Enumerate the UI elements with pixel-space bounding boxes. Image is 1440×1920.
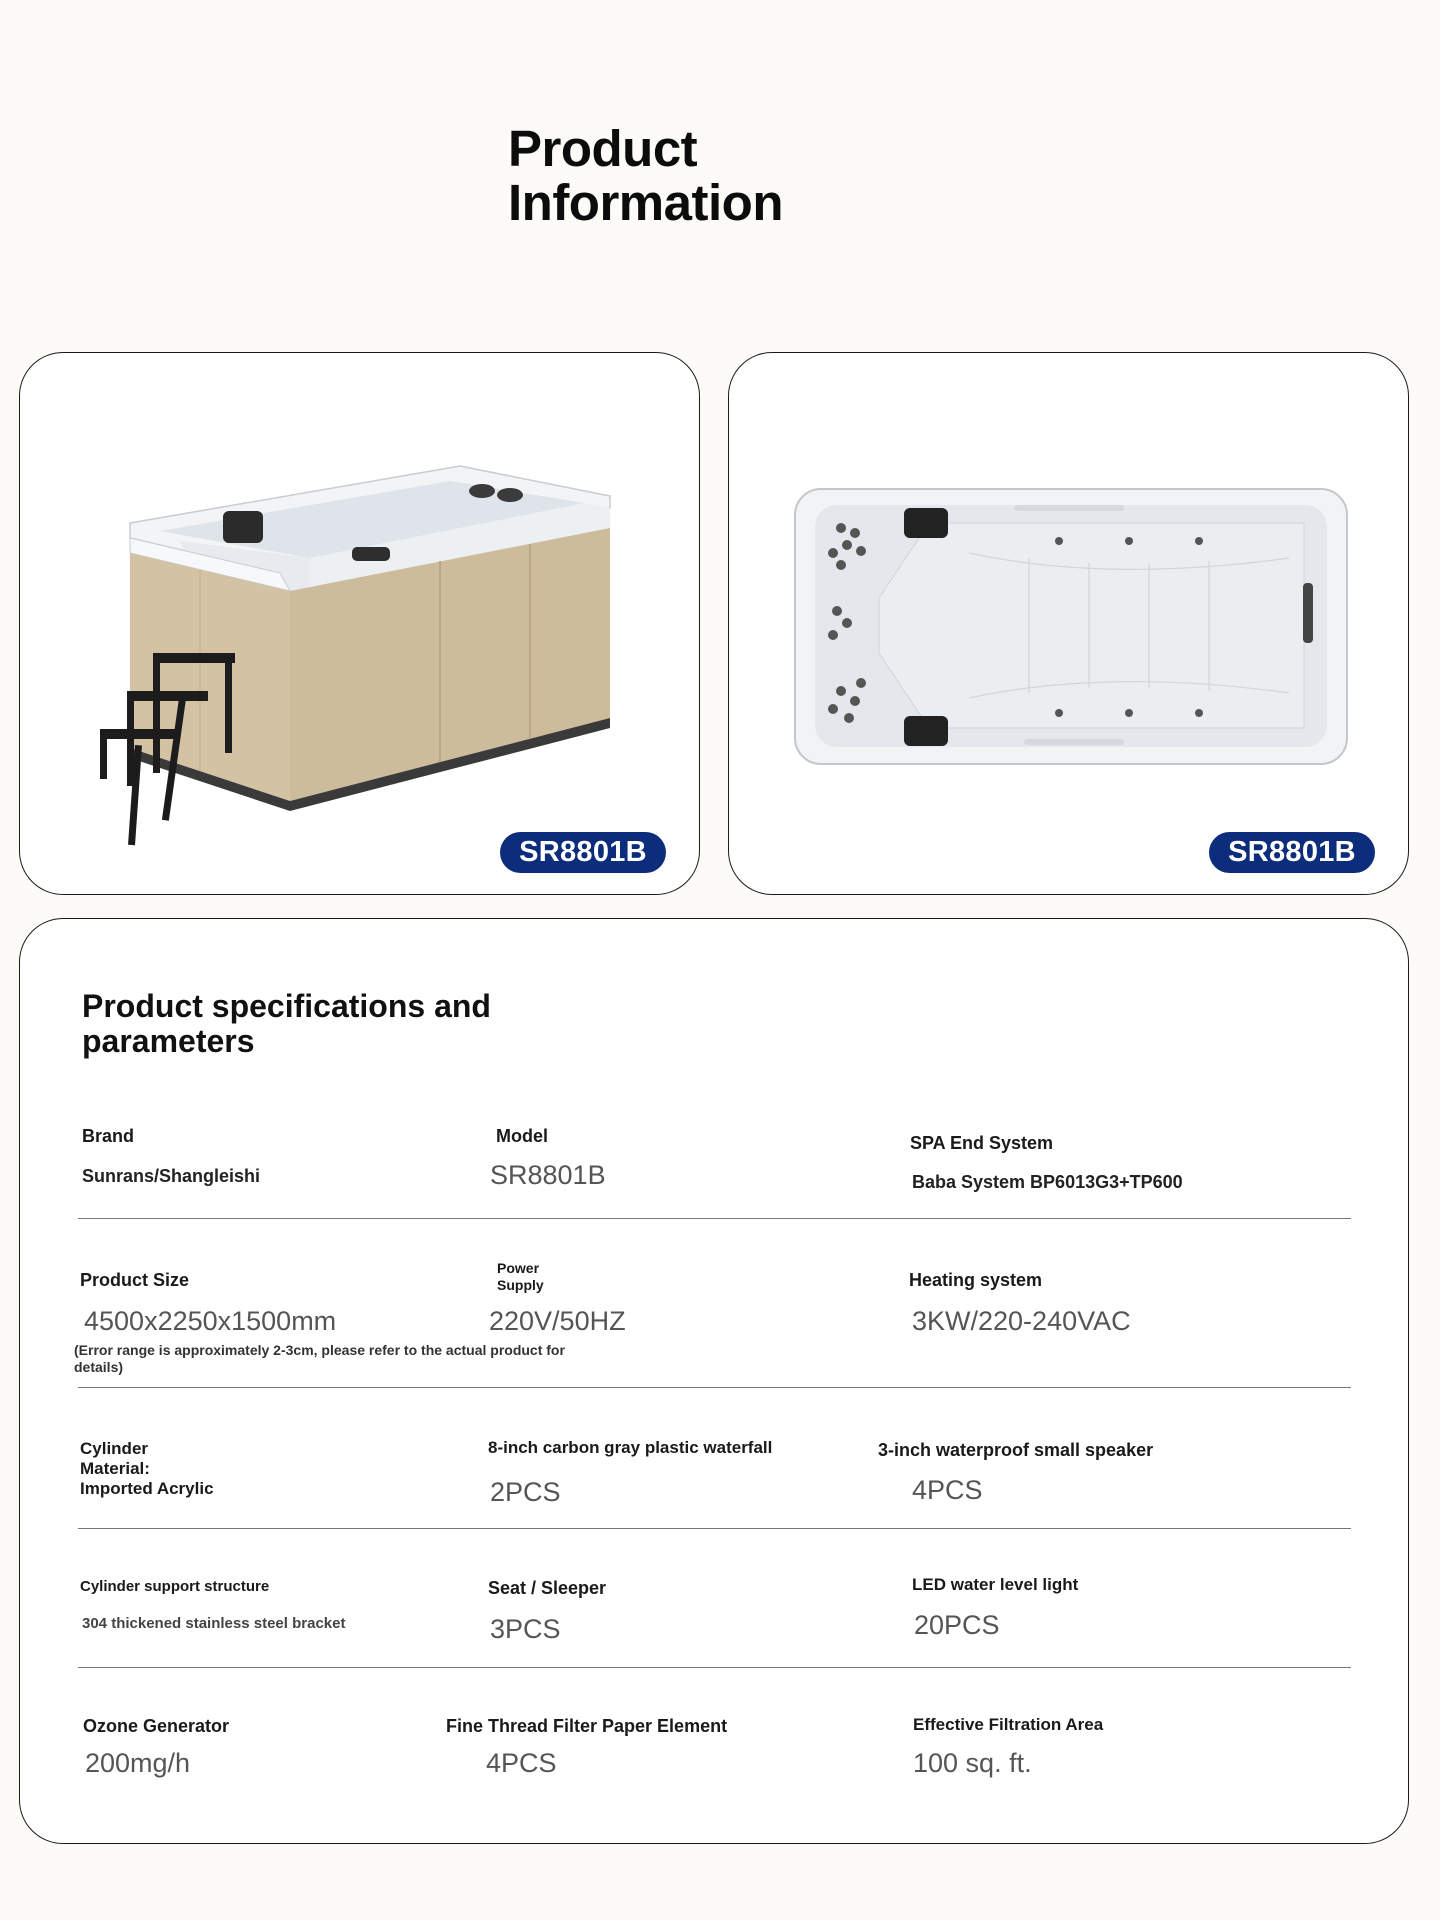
model-badge: SR8801B xyxy=(500,832,666,873)
spec-speaker: 3-inch waterproof small speaker 4PCS xyxy=(878,1440,1154,1505)
spec-row xyxy=(78,1126,1351,1219)
model-badge: SR8801B xyxy=(1209,832,1375,873)
spec-cylinder-material: Cylinder Material: Imported Acrylic xyxy=(80,1439,214,1498)
product-card-angle xyxy=(19,352,700,895)
spec-row xyxy=(78,1716,1351,1796)
spec-waterfall: 8-inch carbon gray plastic waterfall 2PCS xyxy=(488,1438,773,1507)
page-title: Product Information xyxy=(508,120,783,231)
product-card-top xyxy=(728,352,1409,895)
swim-spa-top-view-image xyxy=(729,353,1409,895)
spec-heating-system: Heating system 3KW/220-240VAC xyxy=(909,1270,1131,1336)
spec-row xyxy=(74,1260,1351,1388)
spec-row xyxy=(78,1439,1351,1529)
spec-row xyxy=(78,1575,1351,1668)
spec-power-supply: Power Supply 220V/50HZ xyxy=(489,1260,626,1336)
spec-brand: Brand Sunrans/Shangleishi xyxy=(82,1126,261,1186)
spec-model: Model SR8801B xyxy=(490,1126,606,1190)
spec-ozone-generator: Ozone Generator 200mg/h xyxy=(83,1716,230,1778)
spec-support-structure: Cylinder support structure 304 thickened stainless steel bracket xyxy=(80,1578,346,1632)
swim-spa-angle-view-image xyxy=(20,353,700,895)
spec-seat-sleeper: Seat / Sleeper 3PCS xyxy=(488,1578,607,1644)
spec-filter-element: Fine Thread Filter Paper Element 4PCS xyxy=(446,1716,728,1778)
spec-product-size: Product Size 4500x2250x1500mm (Error range is approximately 2-3cm, please refer to the actual product for details) xyxy=(74,1270,565,1375)
spec-spa-system: SPA End System Baba System BP6013G3+TP600 xyxy=(910,1133,1183,1192)
specs-title: Product specifications and parameters xyxy=(82,988,491,1059)
spec-led-light: LED water level light 20PCS xyxy=(912,1575,1079,1640)
specs-card xyxy=(19,918,1409,1844)
spec-filtration-area: Effective Filtration Area 100 sq. ft. xyxy=(913,1715,1104,1778)
